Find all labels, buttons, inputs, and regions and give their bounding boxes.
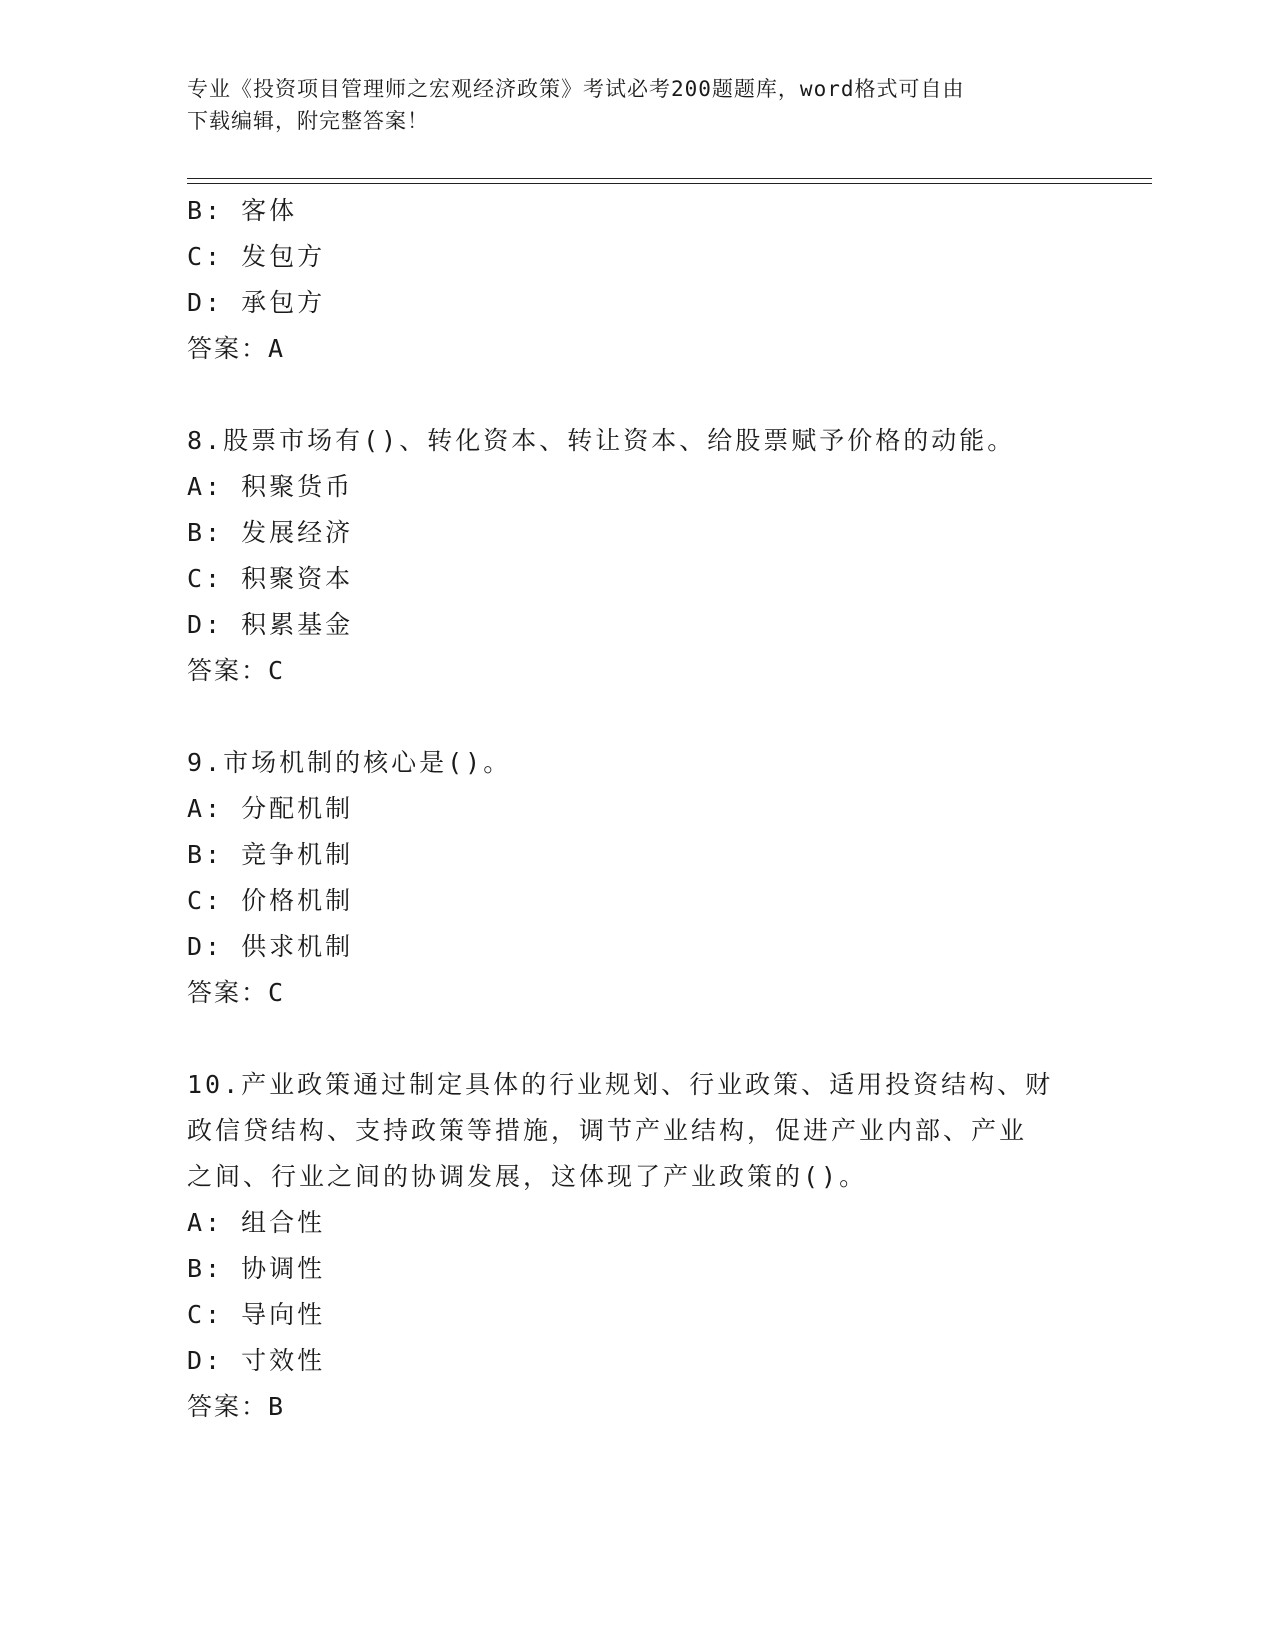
answer-line: 答案：C	[187, 978, 286, 1007]
question-8-text: 8.股票市场有()、转化资本、转让资本、给股票赋予价格的动能。	[187, 426, 1016, 455]
option-b: B: 协调性	[187, 1254, 326, 1283]
option-b: B: 竞争机制	[187, 840, 354, 869]
option-b: B: 发展经济	[187, 518, 354, 547]
spacer	[187, 372, 1107, 418]
option-a: A: 分配机制	[187, 794, 354, 823]
option-d: D: 积累基金	[187, 610, 354, 639]
answer-line: 答案：B	[187, 1392, 286, 1421]
option-b: B: 客体	[187, 196, 298, 225]
spacer	[187, 1016, 1107, 1062]
option-c: C: 价格机制	[187, 886, 354, 915]
question-10-text-line-1: 10.产业政策通过制定具体的行业规划、行业政策、适用投资结构、财	[187, 1070, 1054, 1099]
option-c: C: 导向性	[187, 1300, 326, 1329]
question-9-text: 9.市场机制的核心是()。	[187, 748, 512, 777]
question-content	[187, 188, 1107, 1430]
spacer	[187, 694, 1107, 740]
answer-line: 答案：C	[187, 656, 286, 685]
question-10-text-line-2: 政信贷结构、支持政策等措施，调节产业结构，促进产业内部、产业	[187, 1116, 1028, 1145]
option-a: A: 组合性	[187, 1208, 326, 1237]
header-line-1: 专业《投资项目管理师之宏观经济政策》考试必考200题题库，word格式可自由	[187, 77, 965, 101]
option-d: D: 承包方	[187, 288, 326, 317]
header-line-2: 下载编辑，附完整答案！	[187, 109, 429, 133]
option-c: C: 积聚资本	[187, 564, 354, 593]
option-a: A: 积聚货币	[187, 472, 354, 501]
answer-line: 答案：A	[187, 334, 286, 363]
question-10-text-line-3: 之间、行业之间的协调发展，这体现了产业政策的()。	[187, 1162, 868, 1191]
header-divider-bottom	[187, 183, 1152, 184]
option-d: D: 寸效性	[187, 1346, 326, 1375]
option-c: C: 发包方	[187, 242, 326, 271]
option-d: D: 供求机制	[187, 932, 354, 961]
document-header	[187, 73, 1067, 137]
header-divider-top	[187, 178, 1152, 179]
